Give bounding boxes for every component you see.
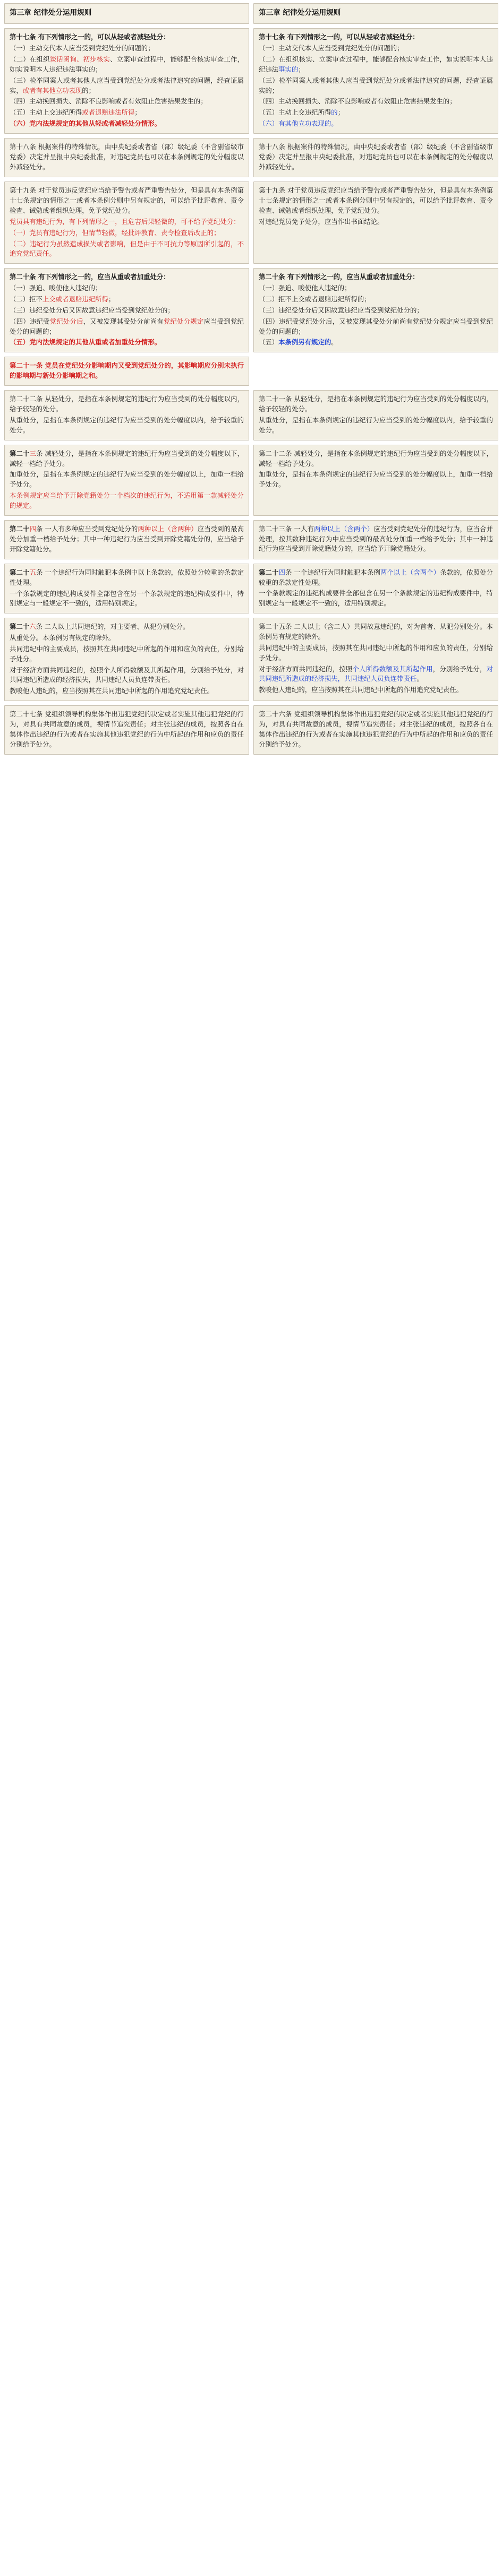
text-run: （五）: [259, 338, 279, 347]
paragraph: [10, 108, 244, 118]
paragraph: （五）党内法规规定的其他从重或者加重处分情形。: [10, 338, 161, 347]
text-run: （四）违纪受: [10, 317, 50, 325]
text-run: 第二十: [10, 524, 30, 533]
paragraph: 第十七条 有下列情形之一的，可以从轻或者减轻处分：: [259, 33, 419, 41]
paragraph: （三）违纪受处分后又因故意违纪应当受到党纪处分的；: [259, 306, 423, 314]
text-run: 。: [331, 338, 338, 347]
text-run: 条 二人以上共同违纪的，对主要者、从犯分别处分。: [36, 623, 190, 631]
paragraph: [259, 338, 493, 348]
paragraph: 教唆他人违纪的，应当按照其在共同违纪中所起的作用追究党纪责任。: [259, 686, 463, 694]
paragraph: [10, 55, 244, 75]
paragraph: [10, 317, 244, 337]
article-card-art23: [4, 445, 249, 516]
article-card-art22: [253, 390, 498, 440]
paragraph: [259, 568, 493, 588]
paragraph: 从重处分，是指在本条例规定的违纪行为应当受到的处分幅度以内，给予较重的处分。: [259, 416, 493, 434]
paragraph: [259, 317, 493, 337]
text-run: 谈话函询、初步核实: [49, 55, 110, 64]
article-card-art25: [4, 564, 249, 613]
text-run: 个人所得数额及其所起作用: [352, 664, 433, 673]
text-run: ；: [134, 108, 141, 117]
paragraph: [259, 664, 493, 685]
text-run: 五: [29, 568, 36, 576]
text-run: （二）在组织: [10, 55, 50, 64]
text-run: 第二十: [10, 449, 30, 457]
paragraph: [10, 622, 244, 632]
article-card-art27: [4, 705, 249, 754]
text-run: 三: [29, 449, 36, 457]
paragraph: 第二十五条 二人以上（含二人）共同故意违纪的，对为首者、从犯分别处分。本条例另有规定的除外。: [259, 623, 493, 641]
article-card-art26: [4, 618, 249, 701]
paragraph: [10, 449, 244, 469]
paragraph: （四）主动挽回损失、消除不良影响或者有效阻止危害结果发生的；: [259, 97, 456, 106]
paragraph: 第二十七条 党组织领导机构集体作出违犯党纪的决定或者实施其他违犯党纪的行为，对具有共同故意的成员，视情节追究责任；对主张违纪的成员，按照各自在集体作出违纪的行为或者在实施其他违犯党纪的行为中所起的作用和应负的责任分别给予处分。: [10, 710, 244, 748]
text-run: 。: [416, 675, 423, 683]
text-run: ；: [337, 108, 345, 117]
paragraph: [10, 568, 244, 588]
paragraph: （一）党员有违纪行为，但情节轻微，经批评教育、责令检查后改正的；: [10, 228, 220, 237]
paragraph: [259, 55, 493, 75]
paragraph: [10, 295, 244, 305]
text-run: 对于经济方面共同违纪的，按照: [259, 664, 353, 673]
paragraph: [10, 142, 244, 172]
paragraph: （三）检举同案人或者其他人应当受到党纪处分或者法律追究的问题，经查证属实的；: [259, 76, 493, 94]
paragraph: 本条例规定应当给予开除党籍处分一个档次的违纪行为，不适用第一款减轻处分的规定。: [10, 491, 244, 509]
article-card-art19: [4, 181, 249, 264]
paragraph: 第十九条 对于党员违反党纪应当给予警告或者严重警告处分，但是具有本条例第十七条规定的情形之一或者本条例分则中另有规定的，可以给予批评教育、责令检查、诫勉或者组织处理，免予党纪处分。: [10, 186, 244, 215]
paragraph: 第二十六条 党组织领导机构集体作出违犯党纪的决定或者实施其他违犯党纪的行为，对具有共同故意的成员，视情节追究责任；对主张违纪的成员，按照各自在集体作出违纪的行为或者在实施其他违犯党纪的行为中所起的作用和应负的责任分别给予处分。: [259, 710, 493, 748]
text-run: 本条例另有规定的: [278, 338, 331, 347]
text-run: 应当受到党纪处分的违纪行为，应当合并处理，按其数种违纪行为中应当受到的最高处分加重一档给予处分；其中一种违纪行为应当受到开除党籍处分的，应当给予开除党籍处分。: [259, 524, 493, 553]
text-run: ）决定并呈报中央纪委批准，对违纪党员也可以在本条例规定的处分幅度以外减轻处分。: [10, 153, 244, 171]
right-column: [253, 3, 498, 755]
article-card-art21: [4, 357, 249, 386]
text-run: （二）在组织核实、立案审查过程中，能够配合核实审查工作，如实说明本人违纪违法: [259, 55, 493, 73]
article-card-art20: [253, 268, 498, 352]
text-run: （四）违纪受党纪处分后，又被发现其受处分前尚有党纪处分规定应当受到党纪处分的问题的；: [259, 317, 493, 335]
two-column-layout: [4, 3, 498, 755]
paragraph: 第二十一条 党员在党纪处分影响期内又受到党纪处分的，其影响期应分别未执行的影响期与新处分影响期之和。: [10, 361, 244, 380]
text-run: ；: [298, 65, 305, 73]
paragraph: 第二十二条 从轻处分，是指在本条例规定的违纪行为应当受到的处分幅度以内，给予较轻的处分。: [10, 395, 244, 413]
paragraph: 党员具有违纪行为，有下列情形之一，且危害后果轻微的，可不给予党纪处分：: [10, 217, 240, 226]
article-card-art22: [4, 390, 249, 440]
text-run: 的: [331, 108, 338, 117]
paragraph: 一个条款规定的违纪构成要件全部包含在另一个条款规定的违纪构成要件中，特别规定与一般规定不一致的，适用特别规定。: [259, 589, 493, 608]
paragraph: （一）强迫、唆使他人违纪的；: [10, 284, 102, 292]
text-run: 上交或者退赔违纪所得: [42, 295, 108, 304]
paragraph: 第十七条 有下列情形之一的，可以从轻或者减轻处分：: [10, 33, 170, 41]
text-run: 第二十: [10, 623, 30, 631]
text-run: 第二十: [259, 568, 279, 576]
article-card-art24: [4, 520, 249, 559]
text-run: （五）主动上交违纪所得: [259, 108, 331, 117]
text-run: 六: [29, 623, 36, 631]
chapter-title: 第三章 纪律处分运用规则: [259, 8, 341, 17]
paragraph: 第二十条 有下列情形之一的，应当从重或者加重处分：: [259, 273, 419, 281]
text-run: 对共同违纪所造成的经济损失，共同违纪人员负连带责任: [259, 664, 494, 683]
text-run: ，又被发现其受处分前尚有: [83, 317, 164, 325]
chapter-title: 第三章 纪律处分运用规则: [10, 8, 92, 17]
paragraph: （六）有其他立功表现的。: [259, 119, 338, 128]
paragraph: （三）违纪受处分后又因故意违纪应当受到党纪处分的；: [10, 306, 174, 314]
text-run: 条 一个违纪行为同时触犯本条例: [285, 568, 380, 576]
paragraph: 从重处分。本条例另有规定的除外。: [10, 634, 115, 642]
article-card-art23: [253, 445, 498, 516]
section-header-card: [4, 3, 249, 24]
paragraph: 第十八条 根据案件的特殊情况，由中央纪委或者省（部）级纪委（不含副省级市党委）决定并呈报中央纪委批准，对违纪党员也可以在本条例规定的处分幅度以外减轻处分。: [259, 143, 493, 171]
paragraph: 教唆他人违纪的，应当按照其在共同违纪中所起的作用追究党纪责任。: [10, 687, 214, 695]
paragraph: [259, 108, 493, 118]
paragraph: 加重处分，是指在本条例规定的违纪行为应当受到的处分幅度以上，加重一档给予处分。: [259, 470, 493, 489]
text-run: 四: [29, 524, 36, 533]
text-run: 两个以上（含两个）: [380, 568, 440, 576]
paragraph: （二）拒不上交或者退赔违纪所得的；: [259, 295, 371, 304]
paragraph: 第十九条 对于党员违反党纪应当给予警告或者严重警告处分，但是具有本条例第十七条规定的情形之一或者本条例分则中另有规定的，可以给予批评教育、责令检查、诫勉或者组织处理，免予党纪处分。: [259, 186, 493, 215]
article-card-art18: [253, 138, 498, 177]
paragraph: （一）主动交代本人应当受到党纪处分的问题的；: [10, 44, 155, 53]
paragraph: 一个条款规定的违纪构成要件全部包含在另一个条款规定的违纪构成要件中，特别规定与一般规定不一致的，适用特别规定。: [10, 589, 244, 608]
text-run: （四）主动挽回损失、消除不良影响或者有效阻止危害结果发生的；: [10, 97, 207, 106]
paragraph: 加重处分，是指在本条例规定的违纪行为应当受到的处分幅度以上，加重一档给予处分。: [10, 470, 244, 489]
text-run: （二）拒不: [10, 295, 42, 304]
paragraph: 从重处分，是指在本条例规定的违纪行为应当受到的处分幅度以内，给予较重的处分。: [10, 416, 244, 434]
text-run: 副省级市党委: [10, 143, 244, 161]
text-run: 党纪处分规定: [163, 317, 204, 325]
article-card-art24: [253, 520, 498, 559]
text-run: 两种以上（含两个）: [313, 524, 374, 533]
text-run: 条 减轻处分，是指在本条例规定的违纪行为应当受到的处分幅度以下，减轻一档给予处分。: [10, 449, 244, 468]
text-run: 条 一个违纪行为同时触犯本条例中以上条款的，依照处分较重的条款定性处理。: [10, 568, 244, 586]
paragraph: 第二十二条 减轻处分，是指在本条例规定的违纪行为应当受到的处分幅度以下，减轻一档给予处分。: [259, 449, 493, 468]
text-run: 事实的: [278, 65, 299, 73]
text-run: 应当受到的最高处分加重一档给予处分；其中一种违纪行为应当受到开除党籍处分的，应当给予开除党籍处分。: [10, 524, 244, 553]
paragraph: （六）党内法规规定的其他从轻或者减轻处分情形。: [10, 119, 161, 128]
text-run: 第十八条 根据案件的特殊情况，由中央纪委或者省（部）级纪委（不含: [10, 143, 218, 151]
text-run: ，分别给予处分，: [432, 664, 487, 673]
article-card-art19: [253, 181, 498, 264]
article-card-art27: [253, 705, 498, 754]
text-run: 四: [278, 568, 285, 576]
paragraph: [10, 76, 244, 96]
article-card-art17: [253, 28, 498, 134]
text-run: ；: [108, 295, 115, 304]
paragraph: [10, 524, 244, 555]
paragraph: （一）强迫、唆使他人违纪的；: [259, 284, 351, 292]
article-card-art26: [253, 618, 498, 701]
paragraph: [10, 97, 244, 107]
paragraph: （二）违纪行为虽然造成损失或者影响，但是由于不可抗力等原因所引起的，不追究党纪责任。: [10, 239, 244, 258]
article-card-art25: [253, 564, 498, 613]
paragraph: 共同违纪中的主要成员，按照其在共同违纪中所起的作用和应负的责任，分别给予处分。: [10, 644, 244, 663]
text-run: 两种以上（含两种）: [138, 524, 198, 533]
paragraph: （一）主动交代本人应当受到党纪处分的问题的；: [259, 44, 404, 53]
article-card-art18: [4, 138, 249, 177]
paragraph: 第二十一条 从轻处分，是指在本条例规定的违纪行为应当受到的处分幅度以内，给予较轻的处分。: [259, 395, 493, 413]
text-run: 党纪处分后: [49, 317, 83, 325]
comparison-document: [0, 0, 502, 760]
paragraph: 共同违纪中的主要成员，按照其在共同违纪中所起的作用和应负的责任，分别给予处分。: [259, 643, 493, 662]
paragraph: [259, 524, 493, 555]
article-card-art20: [4, 268, 249, 352]
text-run: 应当受到党纪处分的问题的；: [10, 317, 244, 335]
text-run: 或者退赔违法所得: [82, 108, 135, 117]
left-column: [4, 3, 249, 755]
text-run: （三）检举同案人或者其他人应当受到党纪处分或者法律追究的问题，经查证属实，: [10, 76, 244, 94]
text-run: 条 一人有多种应当受到党纪处分的: [36, 524, 138, 533]
text-run: 的；: [82, 86, 96, 94]
article-card-art17: [4, 28, 249, 134]
text-run: 条款的，依照处分较重的条款定性处理。: [259, 568, 494, 586]
text-run: 第二十三条 一人有: [259, 524, 314, 533]
paragraph: 第二十条 有下列情形之一的，应当从重或者加重处分：: [10, 273, 170, 281]
paragraph: 对于经济方面共同违纪的，按照个人所得数额及其所起作用，分别给予处分，对共同违纪所造成的经济损失，共同违纪人员负连带责任。: [10, 665, 244, 684]
text-run: 或者有其他立功表现: [22, 86, 82, 94]
text-run: 第二十: [10, 568, 30, 576]
text-run: （五）主动上交违纪所得: [10, 108, 82, 117]
text-run: 、立案审查过程中，能够配合核实审查工作，如实说明本人违纪违法事实的；: [10, 55, 244, 73]
paragraph: 对违纪党员免予处分，应当作出书面结论。: [259, 217, 384, 226]
section-header-card: [253, 3, 498, 24]
